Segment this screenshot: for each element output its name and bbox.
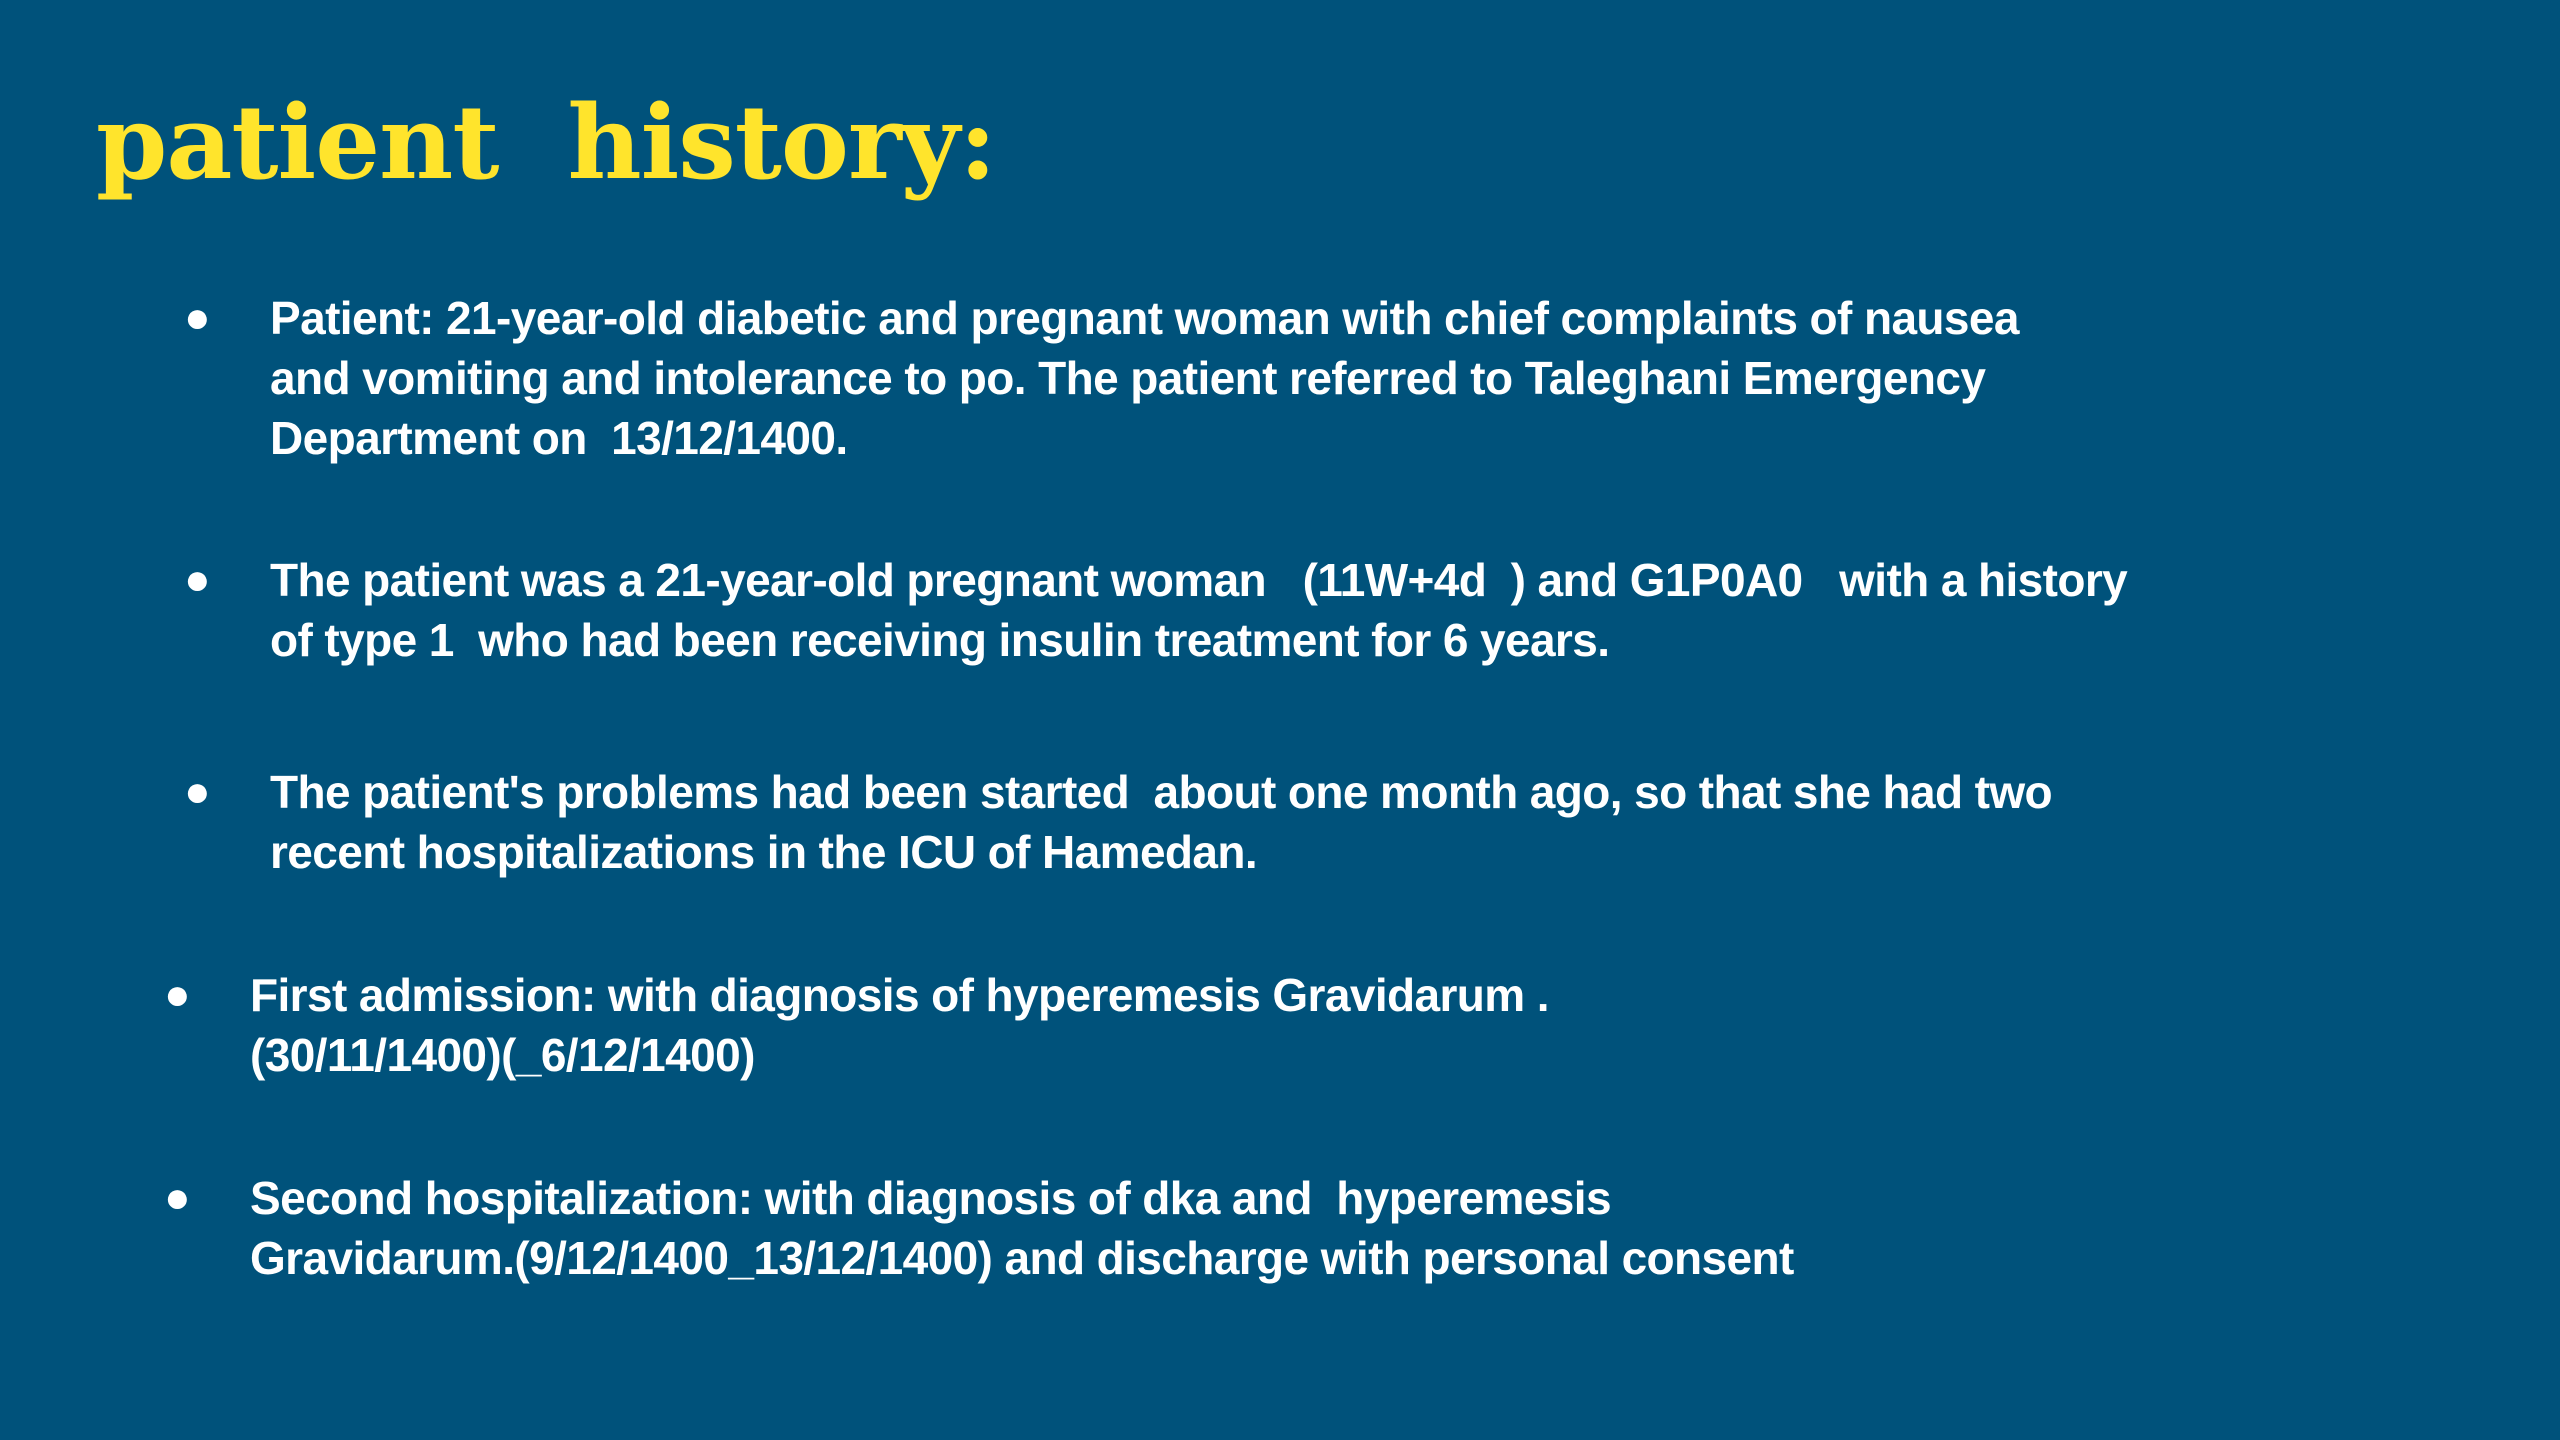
- bullet-icon: ●: [184, 767, 210, 816]
- bullet-line: Department on 13/12/1400.: [270, 412, 848, 464]
- bullet-icon: ●: [164, 970, 190, 1019]
- bullet-text: [270, 550, 2127, 670]
- bullet-line: First admission: with diagnosis of hyperemesis Gravidarum .: [250, 969, 1549, 1021]
- bullet-icon: ●: [184, 555, 210, 604]
- bullet-icon: ●: [184, 293, 210, 342]
- bullet-text: [250, 965, 1549, 1085]
- bullet-line: recent hospitalizations in the ICU of Hamedan.: [270, 826, 1258, 878]
- bullet-line: (30/11/1400)(_6/12/1400): [250, 1029, 755, 1081]
- bullet-line: The patient was a 21-year-old pregnant woman (11W+4d ) and G1P0A0 with a history: [270, 554, 2128, 606]
- bullet-line: The patient's problems had been started about one month ago, so that she had two: [270, 766, 2053, 818]
- bullet-line: Gravidarum.(9/12/1400_13/12/1400) and discharge with personal consent: [250, 1232, 1794, 1284]
- bullet-line: of type 1 who had been receiving insulin treatment for 6 years.: [270, 614, 1610, 666]
- bullet-line: Patient: 21-year-old diabetic and pregnant woman with chief complaints of nausea: [270, 292, 2019, 344]
- bullet-line: Second hospitalization: with diagnosis of dka and hyperemesis: [250, 1172, 1611, 1224]
- bullet-text: [250, 1168, 1794, 1288]
- slide-title: patient history:: [96, 83, 996, 203]
- bullet-line: and vomiting and intolerance to po. The patient referred to Taleghani Emergency: [270, 352, 1986, 404]
- bullet-icon: ●: [164, 1173, 190, 1222]
- bullet-text: [270, 762, 2052, 882]
- bullet-text: [270, 288, 2019, 468]
